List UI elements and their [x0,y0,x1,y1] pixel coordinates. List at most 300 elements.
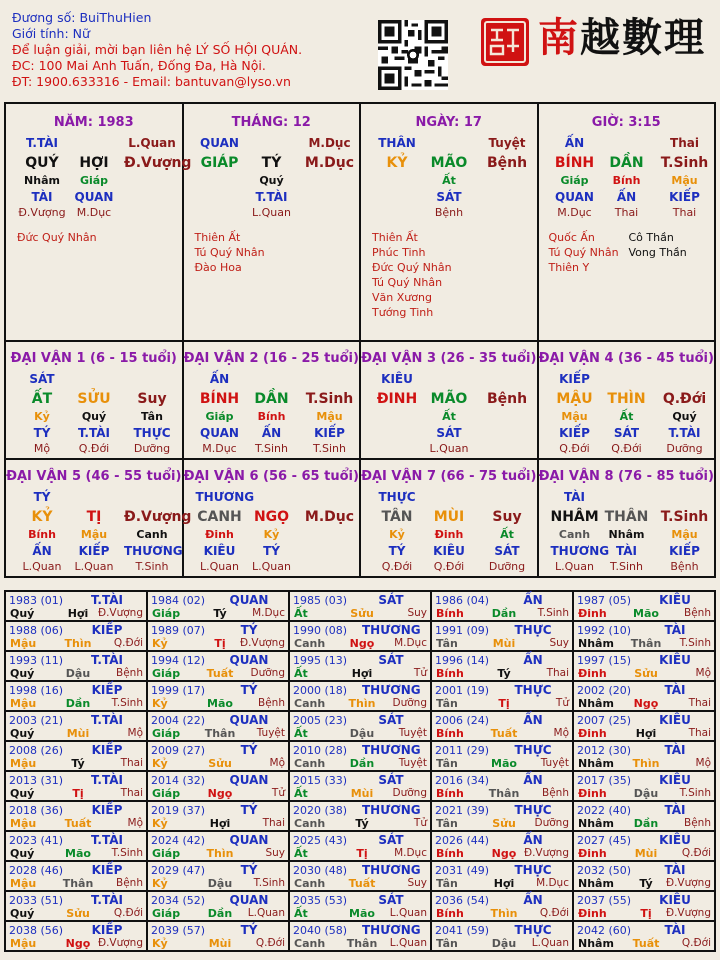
annual-cell[interactable] [289,651,431,681]
annual-year: 1984 (02) [151,594,206,607]
annual-cell[interactable] [147,621,289,651]
star-name: Thiên Ất [194,231,241,244]
cell-row-r4 [539,426,715,442]
annual-branch: Hợi [351,667,373,680]
logo-char: 越 [580,14,622,61]
annual-phase: Q.Đới [681,847,711,859]
cell-row-r4 [6,426,182,442]
annual-branch: Thân [62,877,94,890]
annual-phase: L.Quan [531,937,569,949]
cell-text: KIÊU [203,544,236,558]
cell-text: Kỷ [34,410,50,423]
annual-phase: T.Sinh [111,847,143,859]
annual-stem: Bính [436,667,464,680]
luck-period-7[interactable] [361,460,539,578]
cell-text: Quý [259,174,284,187]
cell-text: Kỷ [263,528,280,541]
annual-phase: Thai [120,787,143,799]
annual-star: TÝ [240,863,258,877]
cell-text: SÁT [436,426,462,440]
annual-stem: Mậu [10,757,37,770]
cell-text: THÂN [604,509,649,525]
annual-branch: Ngọ [207,787,233,800]
annual-cell[interactable] [289,621,431,651]
annual-branch: Tuất [632,937,660,950]
annual-branch: Sửu [634,667,658,680]
annual-phase: Đ.Vượng [97,937,143,949]
annual-branch: Thìn [64,637,92,650]
annual-cell[interactable] [573,891,715,921]
annual-cell[interactable] [289,711,431,741]
annual-cell[interactable] [573,711,715,741]
annual-phase: L.Quan [247,907,285,919]
cell-text: GIÁP [200,155,239,171]
cell-row-r4 [6,190,182,206]
annual-star: QUAN [229,893,269,907]
cell-text: L.Quan [74,560,114,573]
annual-stem: Kỷ [152,817,168,830]
cell-text: Đ.Vượng [124,509,192,525]
annual-star: KIÊU [659,773,691,787]
cell-row-r1 [539,490,715,506]
annual-branch: Tị [214,637,226,650]
annual-cell[interactable] [147,921,289,951]
annual-cell[interactable] [431,591,573,621]
annual-year: 1988 (06) [9,624,64,637]
annual-year: 2025 (43) [293,834,348,847]
annual-cell[interactable] [573,861,715,891]
annual-stem: Tân [436,937,458,950]
annual-year: 2022 (40) [577,804,632,817]
annual-cell[interactable] [431,621,573,651]
cell-text: Thai [670,136,699,150]
cell-text: Suy [492,509,522,525]
cell-text: THƯƠNG [550,544,610,558]
cell-text: M.Dục [304,509,355,525]
annual-star: KIÊU [659,653,691,667]
cell-text: Kỷ [389,528,405,541]
annual-phase: Tử [271,787,285,799]
annual-year: 1998 (16) [9,684,64,697]
pillar-stars [6,230,182,245]
annual-table [4,590,716,952]
cell-row-r3 [6,174,182,190]
annual-year: 1987 (05) [577,594,632,607]
annual-star: T.TÀI [91,893,123,907]
cell-row-r1 [6,490,182,506]
cell-text: Thai [672,206,697,219]
cell-text: L.Quan [22,560,62,573]
annual-star: TÝ [240,743,258,757]
annual-cell[interactable] [5,831,147,861]
annual-cell[interactable] [147,801,289,831]
annual-cell[interactable] [147,861,289,891]
annual-branch: Tị [498,697,510,710]
annual-phase: Tử [413,667,427,679]
cell-text: TÂN [381,509,413,525]
luck-period-2[interactable] [184,342,362,460]
cell-text: Bệnh [486,155,528,171]
annual-branch: Hợi [493,877,515,890]
star-name: Tú Quý Nhân [372,276,443,289]
cell-row-r2 [539,509,715,525]
annual-cell[interactable] [5,741,147,771]
annual-stem: Kỷ [152,757,168,770]
annual-stem: Nhâm [578,757,614,770]
annual-stem: Mậu [10,877,37,890]
star-name: Phúc Tinh [372,246,426,259]
cell-text: Mậu [80,528,108,541]
cell-text: Canh [558,528,591,541]
annual-branch: Mùi [634,847,658,860]
annual-year: 1986 (04) [435,594,490,607]
annual-cell[interactable] [573,921,715,951]
cell-text: THƯƠNG [195,490,255,504]
cell-row-r1 [361,490,537,506]
annual-cell[interactable] [573,621,715,651]
annual-branch: Thân [630,637,662,650]
cell-row-r5 [6,206,182,222]
cell-text: QUAN [200,426,239,440]
cell-text: Canh [136,528,168,541]
four-pillars-grid [4,102,716,342]
annual-year: 2018 (36) [9,804,64,817]
pillar-2 [184,104,362,342]
cell-text: KIẾP [669,190,700,204]
annual-phase: Tuyệt [256,727,285,739]
annual-branch: Mão [65,847,91,860]
annual-star: QUAN [229,653,269,667]
annual-cell[interactable] [289,591,431,621]
annual-stem: Ất [294,667,308,680]
brand-logo [538,6,714,62]
annual-star: QUAN [229,593,269,607]
cell-text: KIẾP [559,372,590,386]
pillar-stars [361,230,537,320]
cell-text: Ất [619,410,634,423]
annual-phase: Q.Đới [113,907,143,919]
annual-cell[interactable] [573,741,715,771]
cell-text: M.Dục [308,136,351,150]
annual-star: SÁT [378,833,404,847]
annual-branch: Tuất [490,727,518,740]
annual-stem: Bính [436,907,464,920]
annual-cell[interactable] [5,891,147,921]
cell-row-r1 [184,136,360,152]
annual-stem: Bính [436,847,464,860]
annual-cell[interactable] [431,711,573,741]
annual-cell[interactable] [289,861,431,891]
annual-year: 2037 (55) [577,894,632,907]
annual-year: 2007 (25) [577,714,632,727]
annual-stem: Canh [294,697,326,710]
annual-stem: Đinh [578,907,607,920]
cell-text: CANH [197,509,242,525]
annual-stem: Giáp [152,907,181,920]
annual-branch: Dần [349,757,375,770]
luck-period-1[interactable] [6,342,184,460]
annual-phase: Tuyệt [398,727,427,739]
annual-star: SÁT [378,653,404,667]
annual-cell[interactable] [5,621,147,651]
annual-year: 2004 (22) [151,714,206,727]
cell-text: T.Sinh [313,442,346,455]
contact-phone-email[interactable]: ĐT: 1900.633316 - Email: bantuvan@lyso.vn [12,74,291,89]
annual-cell[interactable] [431,801,573,831]
annual-year: 2003 (21) [9,714,64,727]
cell-row-r5 [6,560,182,576]
cell-text: TÝ [388,544,406,558]
annual-cell[interactable] [147,711,289,741]
annual-cell[interactable] [147,771,289,801]
annual-stem: Tân [436,637,458,650]
star-name: Quốc Ấn [548,231,595,244]
annual-cell[interactable] [147,591,289,621]
annual-star: THƯƠNG [362,803,421,817]
cell-text: QUÝ [25,155,59,171]
cell-text: TÝ [33,490,51,504]
annual-phase: Dưỡng [250,667,285,679]
star-name: Đức Quý Nhân [17,231,97,244]
red-seal-stamp-icon [479,16,531,68]
annual-branch: Mão [349,907,375,920]
cell-text: Đ.Vượng [18,206,66,219]
contact-invite: Để luận giải, mời bạn liên hệ LÝ SỐ HỘI QUÁN. [12,42,303,57]
annual-phase: Thai [262,817,285,829]
annual-branch: Tuất [348,877,376,890]
annual-branch: Dần [207,907,233,920]
annual-cell[interactable] [289,801,431,831]
annual-cell[interactable] [573,801,715,831]
annual-cell[interactable] [5,921,147,951]
cell-text: Dưỡng [666,442,703,455]
cell-text: QUAN [555,190,594,204]
cell-text: THỰC [133,426,171,440]
cell-row-r4 [184,426,360,442]
annual-stem: Giáp [152,727,181,740]
annual-cell[interactable] [5,651,147,681]
annual-cell[interactable] [573,651,715,681]
cell-text: Bệnh [434,206,464,219]
header-info [12,10,372,90]
annual-year: 2042 (60) [577,924,632,937]
annual-phase: Thai [120,757,143,769]
annual-branch: Mùi [208,937,232,950]
cell-text: DẦN [609,155,644,171]
annual-stem: Nhâm [578,877,614,890]
annual-stem: Quý [10,787,35,800]
annual-branch: Thân [346,937,378,950]
cell-row-r1 [361,136,537,152]
annual-branch: Hợi [209,817,231,830]
luck-period-title: ĐẠI VẬN 8 (76 - 85 tuổi) [538,469,714,484]
annual-stem: Tân [436,877,458,890]
annual-year: 2000 (18) [293,684,348,697]
cell-row-r2 [184,509,360,525]
cell-text: KIẾP [669,544,700,558]
annual-cell[interactable] [5,711,147,741]
annual-phase: Đ.Vượng [665,907,711,919]
annual-stem: Mậu [10,697,37,710]
annual-year: 1991 (09) [435,624,490,637]
annual-star: TÝ [240,803,258,817]
annual-stem: Canh [294,817,326,830]
cell-text: ĐINH [376,391,418,407]
annual-cell[interactable] [573,771,715,801]
annual-cell[interactable] [147,891,289,921]
annual-cell[interactable] [289,831,431,861]
annual-cell[interactable] [289,771,431,801]
cell-row-r2 [361,509,537,525]
annual-year: 2024 (42) [151,834,206,847]
luck-period-3[interactable] [361,342,539,460]
annual-cell[interactable] [431,891,573,921]
annual-phase: Tử [555,697,569,709]
annual-cell[interactable] [431,921,573,951]
annual-star: THỰC [514,743,552,757]
annual-year: 2038 (56) [9,924,64,937]
annual-cell[interactable] [5,591,147,621]
annual-star: KIẾP [91,623,123,637]
annual-star: TÝ [240,923,258,937]
annual-phase: Bệnh [258,697,285,709]
annual-star: THƯƠNG [362,743,421,757]
luck-period-title: ĐẠI VẬN 1 (6 - 15 tuổi) [10,351,177,366]
cell-text: M.Dục [202,442,237,455]
annual-year: 2033 (51) [9,894,64,907]
annual-phase: Bệnh [684,607,711,619]
annual-cell[interactable] [5,771,147,801]
annual-star: T.TÀI [91,653,123,667]
annual-cell[interactable] [431,861,573,891]
annual-branch: Dậu [633,787,659,800]
annual-stem: Canh [294,877,326,890]
cell-text: SÁT [436,190,462,204]
annual-stem: Ất [294,907,308,920]
cell-text: Giáp [79,174,109,187]
annual-branch: Tý [71,757,85,770]
luck-period-8[interactable] [539,460,717,578]
annual-star: T.TÀI [91,593,123,607]
cell-text: SÁT [494,544,520,558]
cell-row-r5 [361,560,537,576]
annual-branch: Mão [207,697,233,710]
annual-cell[interactable] [5,861,147,891]
annual-cell[interactable] [431,771,573,801]
cell-text: L.Quan [128,136,176,150]
cell-row-r3 [6,410,182,426]
cell-text: Bính [257,410,286,423]
qr-code-icon[interactable] [378,20,448,90]
annual-stem: Ất [294,847,308,860]
annual-phase: Mộ [695,667,711,679]
annual-star: ẤN [523,773,543,787]
annual-star: T.TÀI [91,713,123,727]
cell-text: KIÊU [381,372,413,386]
annual-branch: Thìn [206,847,234,860]
cell-text: KIẾP [78,544,110,558]
annual-cell[interactable] [431,681,573,711]
annual-year: 2036 (54) [435,894,490,907]
annual-cell[interactable] [289,741,431,771]
annual-stem: Kỷ [152,937,168,950]
annual-phase: Tuyệt [398,757,427,769]
annual-cell[interactable] [573,681,715,711]
star-line [549,260,715,275]
annual-branch: Tuất [64,817,92,830]
annual-cell[interactable] [573,831,715,861]
annual-cell[interactable] [431,651,573,681]
annual-cell[interactable] [289,891,431,921]
star-line [549,245,715,260]
cell-row-r5 [539,442,715,458]
cell-text: Q.Đới [662,391,707,407]
cell-row-r3 [184,410,360,426]
cell-row-r3 [184,174,360,190]
annual-stem: Quý [10,727,35,740]
cell-text: KỶ [386,155,408,171]
annual-phase: Bệnh [116,877,143,889]
cell-row-r4 [539,190,715,206]
annual-cell[interactable] [147,681,289,711]
annual-star: KIẾP [91,683,123,697]
annual-phase: Mộ [695,757,711,769]
annual-cell[interactable] [147,831,289,861]
annual-cell[interactable] [289,921,431,951]
annual-cell[interactable] [147,741,289,771]
annual-cell[interactable] [573,591,715,621]
annual-phase: M.Dục [394,847,427,859]
annual-stem: Nhâm [578,817,614,830]
annual-phase: Suy [265,847,285,859]
annual-stem: Mậu [10,817,37,830]
cell-text: THÌN [607,391,646,407]
star-name-right: Cô Thần [628,231,674,244]
annual-phase: Suy [549,637,569,649]
cell-text: NGỌ [253,509,290,525]
annual-star: THỰC [514,683,552,697]
annual-year: 2010 (28) [293,744,348,757]
cell-row-r2 [361,391,537,407]
cell-text: BÍNH [199,391,240,407]
annual-stem: Canh [294,637,326,650]
annual-star: THƯƠNG [362,863,421,877]
annual-stem: Canh [294,937,326,950]
annual-phase: T.Sinh [537,607,569,619]
annual-cell[interactable] [5,801,147,831]
annual-cell[interactable] [289,681,431,711]
annual-year: 2014 (32) [151,774,206,787]
annual-cell[interactable] [431,831,573,861]
luck-period-6[interactable] [184,460,362,578]
annual-phase: Q.Đới [539,907,569,919]
annual-branch: Tý [639,877,653,890]
annual-cell[interactable] [147,651,289,681]
cell-text: BÍNH [554,155,595,171]
annual-cell[interactable] [431,741,573,771]
luck-period-5[interactable] [6,460,192,578]
cell-text: T.Sinh [255,442,288,455]
annual-cell[interactable] [5,681,147,711]
annual-branch: Mão [491,757,517,770]
annual-branch: Mão [633,607,659,620]
annual-branch: Dậu [65,667,91,680]
luck-period-4[interactable] [539,342,717,460]
annual-branch: Mùi [66,727,90,740]
cell-row-r3 [184,528,360,544]
cell-text: Bệnh [486,391,528,407]
cell-row-r1 [539,136,715,152]
